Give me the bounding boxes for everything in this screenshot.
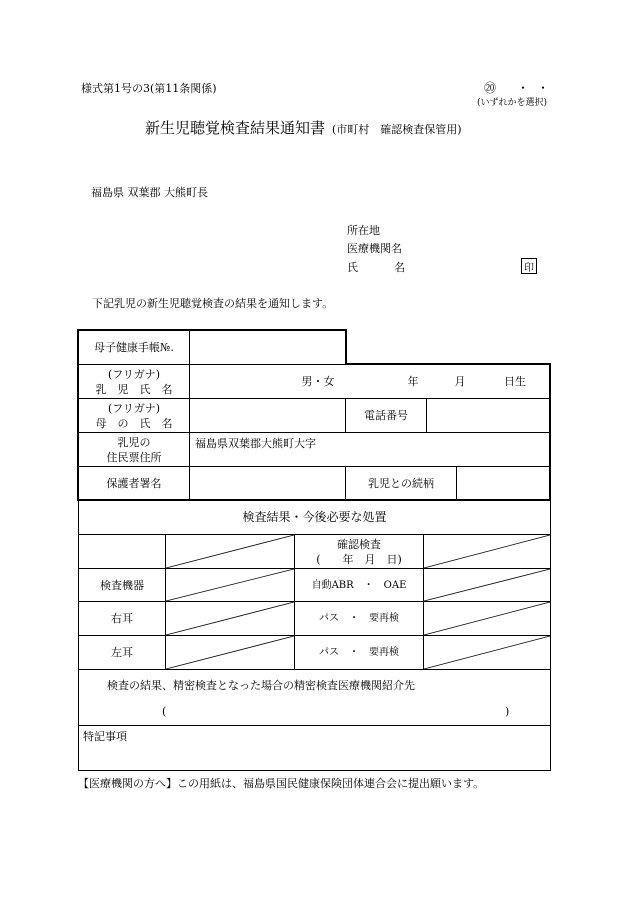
birth-month: 月	[454, 375, 466, 388]
date-dot-2: ・	[537, 81, 550, 95]
handbook-field[interactable]	[190, 331, 345, 364]
referral-paren-open: (	[162, 705, 167, 718]
notes-field[interactable]	[80, 743, 548, 768]
left-ear-label: 左耳	[111, 646, 133, 659]
strike-device-2	[424, 569, 550, 601]
handbook-label: 母子健康手帳№.	[94, 341, 174, 354]
birth-year: 年	[407, 375, 419, 388]
confirm-date[interactable]: ( 年 月 日)	[316, 552, 402, 566]
document-subtitle: (市町村 確認検査保管用)	[332, 123, 462, 136]
sex-options[interactable]: 男・女	[301, 375, 335, 388]
infant-name-field[interactable]	[190, 365, 290, 398]
sender-name-label-2: 名	[394, 261, 405, 274]
right-ear-label: 右耳	[111, 612, 133, 625]
guardian-label: 保護者署名	[106, 476, 162, 490]
infant-name-label: 乳 児 氏 名	[95, 382, 173, 396]
referral-paren-close: )	[505, 705, 510, 718]
infant-furigana: (フリガナ)	[107, 367, 161, 381]
strike-header-1	[166, 535, 294, 568]
era-mark: ⑳	[484, 81, 497, 95]
mother-name-field[interactable]	[190, 399, 345, 432]
right-ear-value[interactable]: パス ・ 要再検	[319, 613, 399, 624]
mother-name-label: 母 の 氏 名	[95, 416, 173, 430]
address-label-cell	[79, 433, 189, 466]
phone-field[interactable]	[427, 399, 549, 432]
relation-label: 乳児との続柄	[368, 476, 434, 490]
sender-address-label: 所在地	[347, 224, 380, 237]
relation-field[interactable]	[457, 467, 549, 499]
form-number: 様式第1号の3(第11条関係)	[81, 82, 217, 95]
address-label-1: 乳児の	[117, 435, 151, 449]
left-ear-value[interactable]: パス ・ 要再検	[319, 647, 399, 658]
strike-right-1	[166, 602, 294, 635]
confirm-label: 確認検査	[337, 537, 381, 551]
strike-left-1	[166, 636, 294, 669]
mother-furigana: (フリガナ)	[107, 401, 161, 415]
phone-label: 電話番号	[364, 409, 408, 422]
address-value[interactable]: 福島県双葉郡大熊町大字	[195, 437, 316, 450]
strike-header-2	[424, 535, 550, 568]
notes-label: 特記事項	[83, 730, 127, 743]
sender-institution-label: 医療機関名	[347, 242, 402, 255]
era-note: (いずれかを選択)	[477, 98, 548, 108]
seal-mark: 印	[521, 258, 537, 274]
date-dot-1: ・	[517, 81, 530, 95]
recipient: 福島県 双葉郡 大熊町長	[91, 186, 208, 199]
sender-name-label-1: 氏	[347, 261, 358, 274]
strike-right-2	[424, 602, 550, 635]
mother-name-label-cell	[79, 399, 189, 432]
address-label-2: 住民票住所	[106, 450, 162, 464]
document-title: 新生児聴覚検査結果通知書	[145, 119, 326, 137]
birth-day: 日生	[504, 375, 526, 388]
referral-text: 検査の結果、精密検査となった場合の精密検査医療機関紹介先	[107, 679, 415, 692]
strike-left-2	[424, 636, 550, 669]
device-label: 検査機器	[100, 578, 144, 592]
referral-field[interactable]	[170, 703, 500, 721]
results-title: 検査結果・今後必要な処置	[242, 510, 387, 524]
guardian-signature-field[interactable]	[190, 467, 345, 499]
intro-text: 下記乳児の新生児聴覚検査の結果を通知します。	[92, 297, 334, 310]
device-value[interactable]: 自動ABR ・ OAE	[311, 579, 407, 591]
infant-name-label-cell	[79, 365, 189, 398]
footer-note: 【医療機関の方へ】この用紙は、福島県国民健康保険団体連合会に提出願います。	[78, 777, 485, 790]
confirm-header-cell	[295, 535, 423, 568]
strike-device-1	[166, 569, 294, 601]
